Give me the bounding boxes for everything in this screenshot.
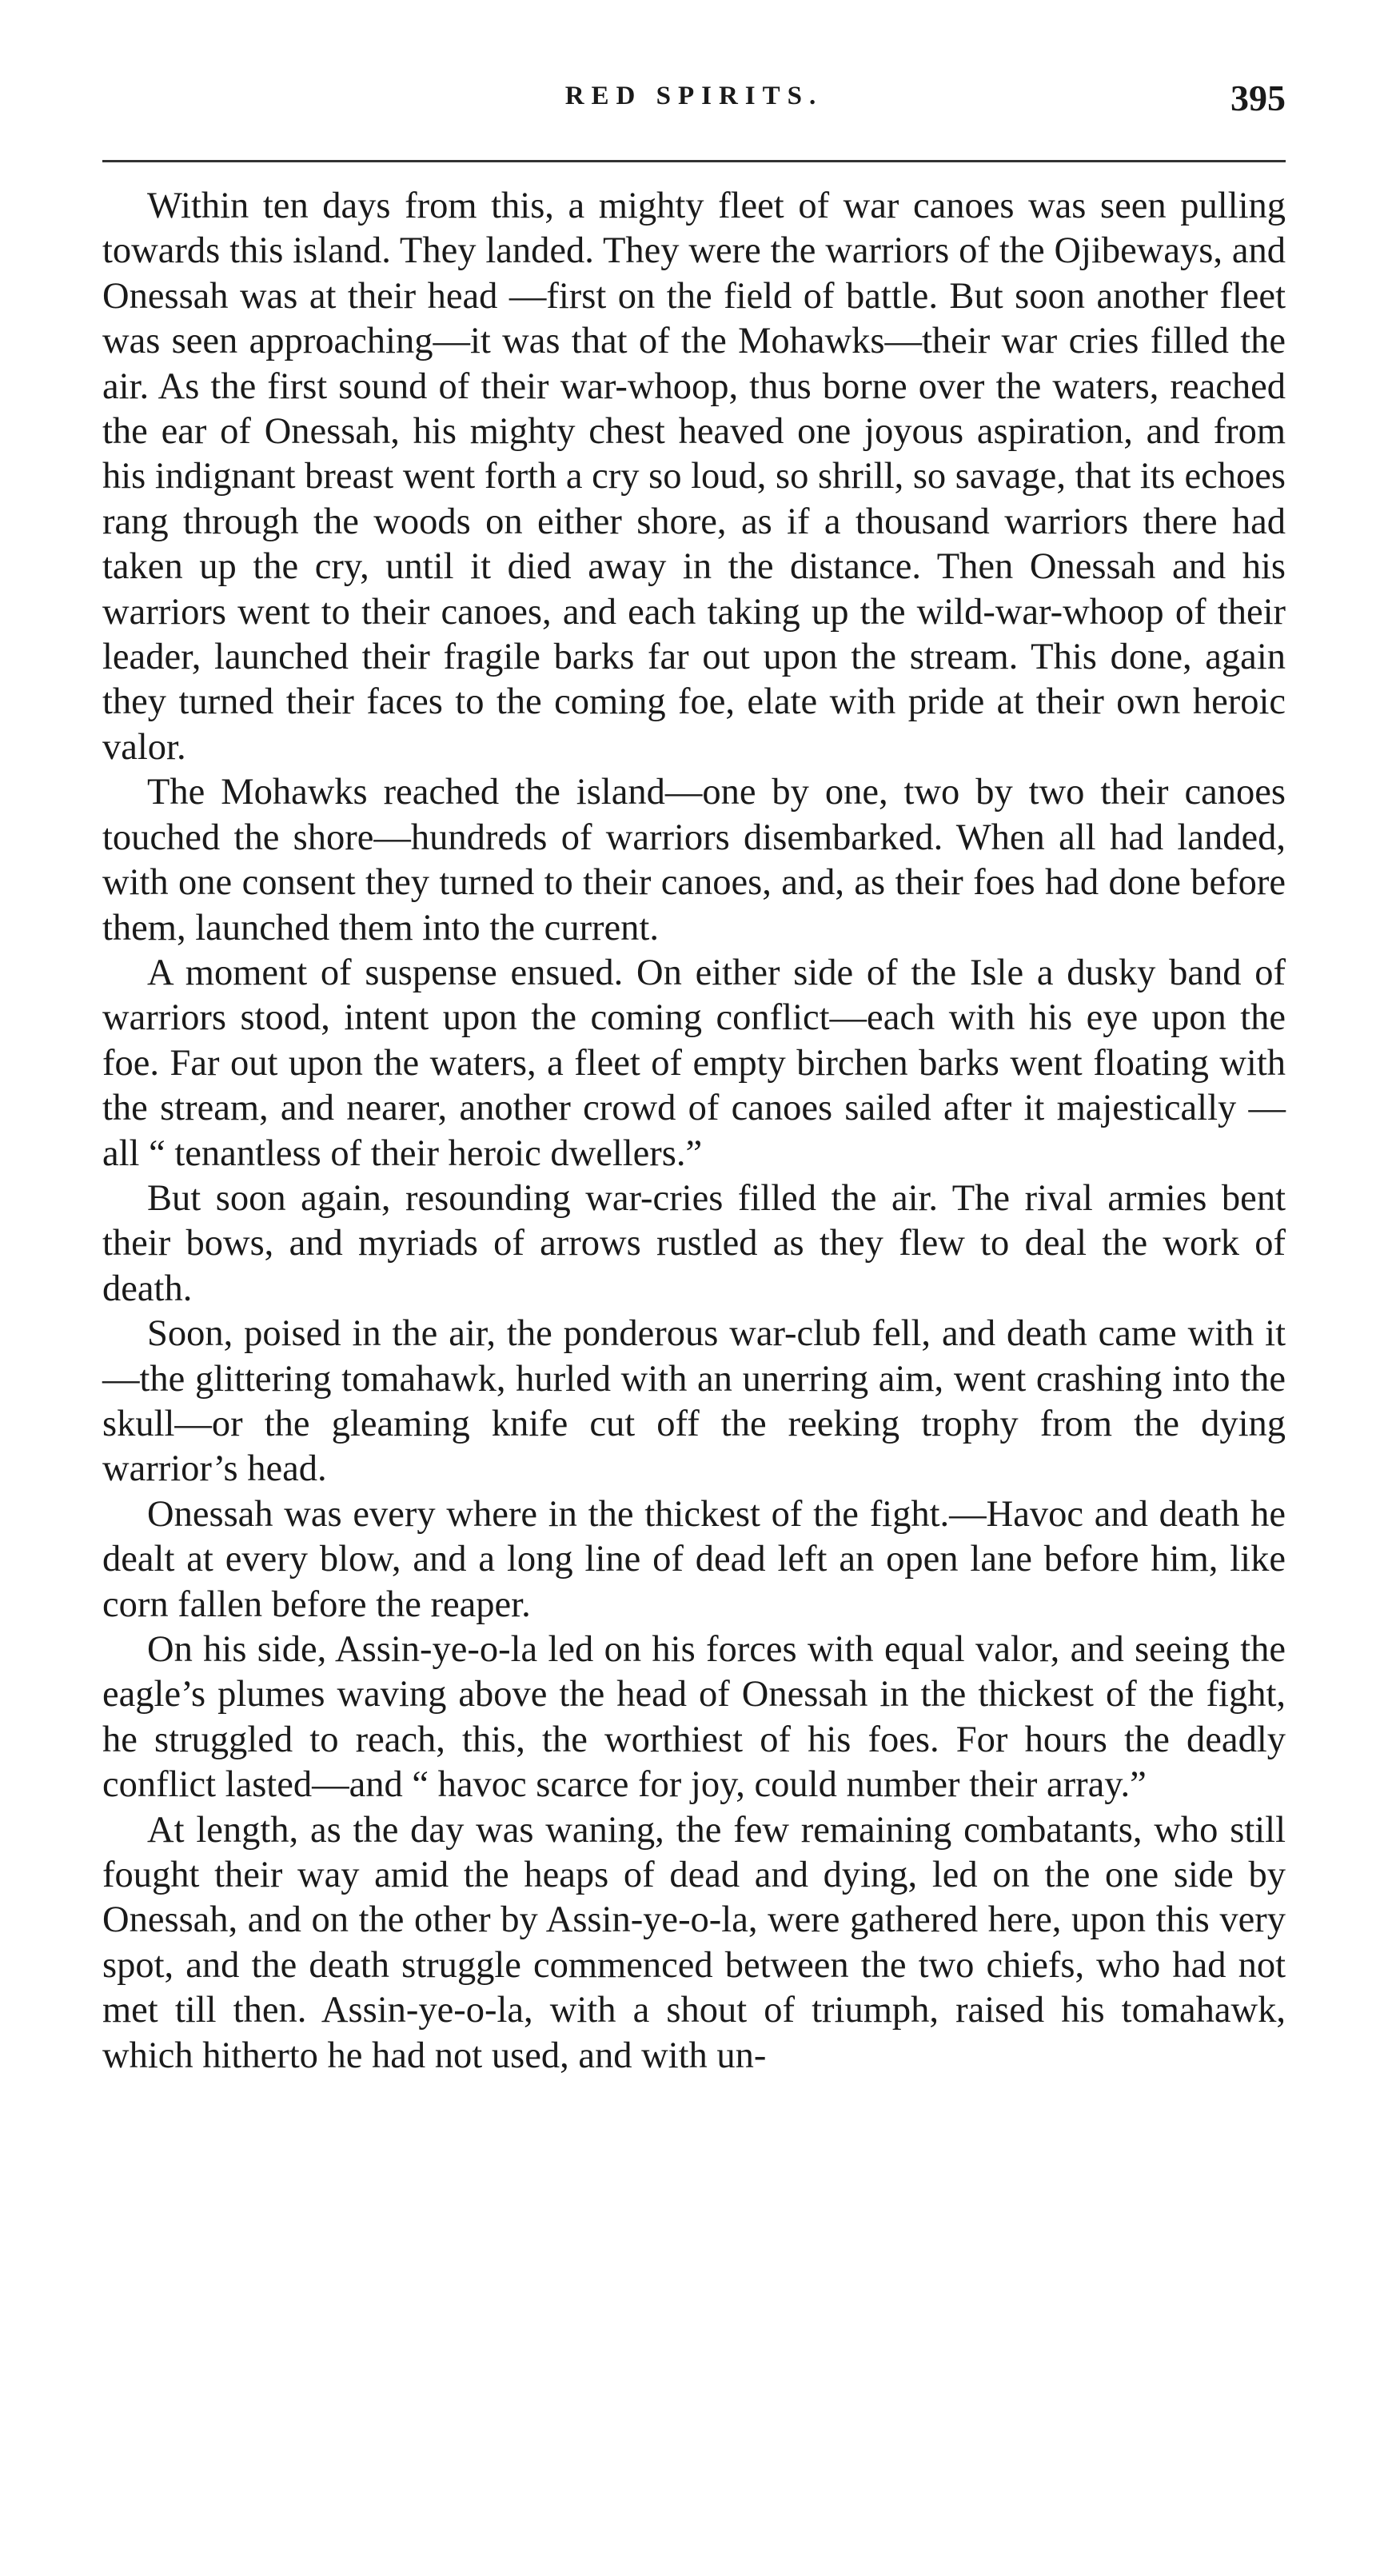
paragraph: The Mohawks reached the island—one by one, two by two their canoes touched the shore—hundreds of warriors disembarked. When all had landed, with one consent they turned to their canoes, and, as their foes had done before them, launched them into the current. [102,772,1286,949]
paragraph: Soon, poised in the air, the ponderous war-club fell, and death came with it—the glittering tomahawk, hurled with an unerring aim, went crashing into the skull—or the gleaming knife cut off the reeking trophy from the dying warrior’s head. [102,1313,1286,1490]
paragraph: Onessah was every where in the thickest of the fight.—Havoc and death he dealt at every blow, and a long line of dead left an open lane before him, like corn fallen before the reaper. [102,1493,1286,1625]
header-rule [102,160,1286,162]
running-title: RED SPIRITS. [564,82,824,110]
paragraph: But soon again, resounding war-cries filled the air. The rival armies bent their bows, and myriads of arrows rustled as they flew to deal the work of death. [102,1177,1286,1309]
paragraph: At length, as the day was waning, the few remaining combatants, who still fought their way amid the heaps of dead and dying, led on the one side by Onessah, and on the other by Assin-ye-o-la, were gathered here, upon this very spot, and the death struggle commenced between the two chiefs, who had not met till then. Assin-ye-o-la, with a shout of triumph, raised his tomahawk, which hitherto he had not used, and with un- [102,1809,1286,2076]
page-number: 395 [1230,78,1286,118]
body-text [102,184,1286,2079]
paragraph: Within ten days from this, a mighty fleet of war canoes was seen pulling towards this island. They landed. They were the warriors of the Ojibeways, and Onessah was at their head —first on the field of battle. But soon another fleet was seen approaching—it was that of the Mohawks—their war cries filled the air. As the first sound of their war-whoop, thus borne over the waters, reached the ear of Onessah, his mighty chest heaved one joyous aspiration, and from his indignant breast went forth a cry so loud, so shrill, so savage, that its echoes rang through the woods on either shore, as if a thousand warriors there had taken up the cry, until it died away in the distance. Then Onessah and his warriors went to their canoes, and each taking up the wild-war-whoop of their leader, launched their fragile barks far out upon the stream. This done, again they turned their faces to the coming foe, elate with pride at their own heroic valor. [102,186,1286,768]
running-head [102,77,1286,133]
paragraph: On his side, Assin-ye-o-la led on his forces with equal valor, and seeing the eagle’s plumes waving above the head of Onessah in the thickest of the fight, he struggled to reach, this, the worthiest of his foes. For hours the deadly conflict lasted—and “ havoc scarce for joy, could number their array.” [102,1629,1286,1806]
paragraph: A moment of suspense ensued. On either side of the Isle a dusky band of warriors stood, intent upon the coming conflict—each with his eye upon the foe. Far out upon the waters, a fleet of empty birchen barks went floating with the stream, and nearer, another crowd of canoes sailed after it majestically —all “ tenantless of their heroic dwellers.” [102,952,1286,1174]
